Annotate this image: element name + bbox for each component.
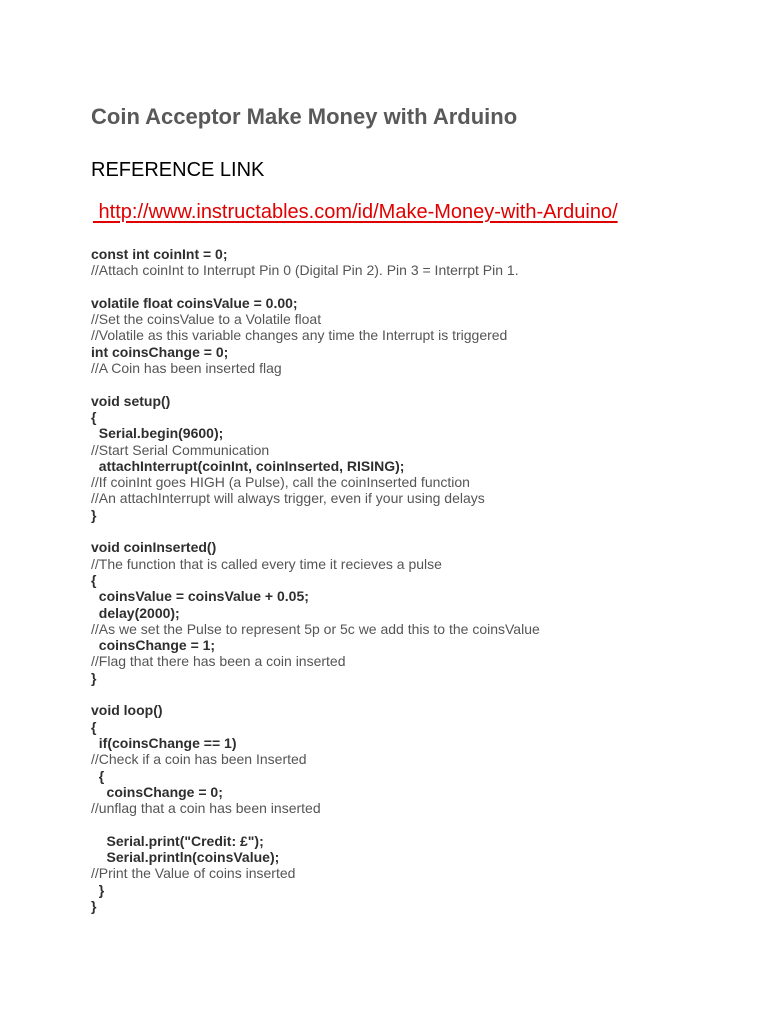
code-line: Serial.begin(9600); — [91, 425, 224, 442]
reference-heading: REFERENCE LINK — [91, 159, 265, 181]
comment-line: //A Coin has been inserted flag — [91, 360, 282, 377]
code-line: { — [91, 571, 97, 588]
comment-line: //Set the coinsValue to a Volatile float — [91, 311, 322, 328]
code-line: Serial.print("Credit: £"); — [91, 832, 264, 849]
comment-line: //unflag that a coin has been inserted — [91, 800, 321, 817]
code-line: } — [91, 881, 105, 898]
blank-line — [91, 816, 751, 832]
reference-link[interactable]: http://www.instructables.com/id/Make-Money-with-Arduino/ — [93, 201, 618, 223]
page-title: Coin Acceptor Make Money with Arduino — [91, 104, 518, 129]
code-line: { — [91, 767, 105, 784]
code-line: coinsChange = 0; — [91, 783, 223, 800]
code-listing — [91, 246, 751, 914]
comment-line: //Print the Value of coins inserted — [91, 865, 296, 882]
blank-line — [91, 686, 751, 702]
code-line: Serial.println(coinsValue); — [91, 848, 280, 865]
code-line: coinsValue = coinsValue + 0.05; — [91, 588, 309, 605]
code-line: const int coinInt = 0; — [91, 246, 228, 262]
blank-line — [91, 523, 751, 539]
code-line: coinsChange = 1; — [91, 637, 216, 654]
comment-line: //Flag that there has been a coin inserted — [91, 653, 346, 670]
code-line: delay(2000); — [91, 604, 180, 621]
code-line: void loop() — [91, 702, 163, 719]
code-line: void setup() — [91, 392, 171, 409]
code-line: } — [91, 897, 97, 914]
code-line: volatile float coinsValue = 0.00; — [91, 294, 298, 311]
comment-line: //The function that is called every time it recieves a pulse — [91, 555, 442, 572]
code-line: if(coinsChange == 1) — [91, 734, 237, 751]
code-line: } — [91, 506, 97, 523]
code-line: } — [91, 669, 97, 686]
code-line: int coinsChange = 0; — [91, 343, 229, 360]
blank-line — [91, 279, 751, 295]
comment-line: //Start Serial Communication — [91, 441, 270, 458]
code-line: attachInterrupt(coinInt, coinInserted, RISING); — [91, 457, 405, 474]
comment-line: //Check if a coin has been Inserted — [91, 751, 307, 768]
code-line: { — [91, 718, 97, 735]
comment-line: //An attachInterrupt will always trigger, even if your using delays — [91, 490, 485, 507]
code-line: { — [91, 408, 97, 425]
comment-line: //Attach coinInt to Interrupt Pin 0 (Digital Pin 2). Pin 3 = Interrpt Pin 1. — [91, 262, 519, 279]
blank-line — [91, 376, 751, 392]
comment-line: //Volatile as this variable changes any time the Interrupt is triggered — [91, 327, 508, 344]
code-line: void coinInserted() — [91, 539, 217, 556]
comment-line: //As we set the Pulse to represent 5p or 5c we add this to the coinsValue — [91, 620, 540, 637]
comment-line: //If coinInt goes HIGH (a Pulse), call the coinInserted function — [91, 474, 470, 491]
